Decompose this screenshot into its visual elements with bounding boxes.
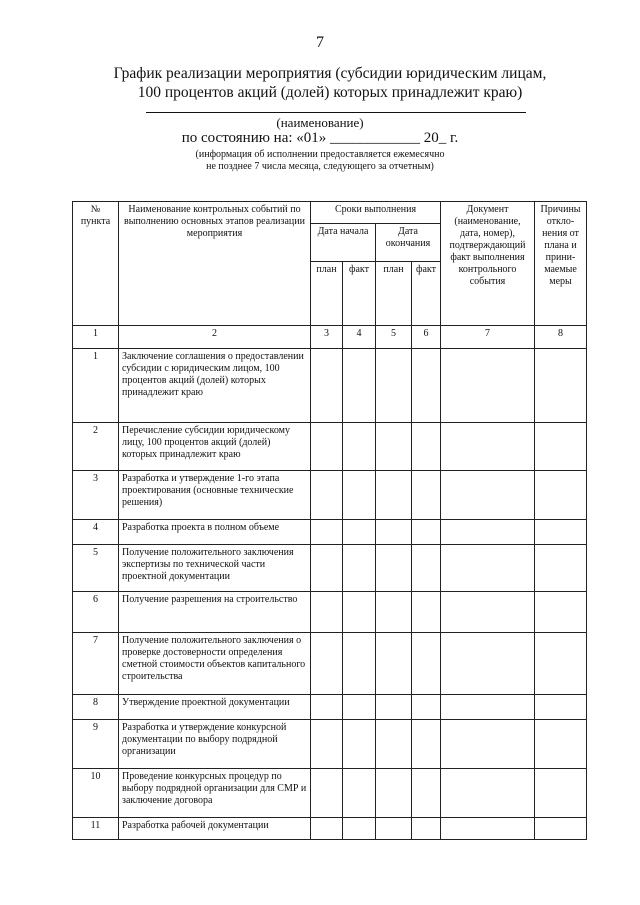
cell-start-plan[interactable]: [311, 349, 343, 423]
note-line-2: не позднее 7 числа месяца, следующего за отчетным): [206, 161, 434, 172]
row-number: 8: [73, 695, 119, 720]
column-number: 7: [441, 326, 535, 349]
row-event: Получение положительного заключения о проверке достоверности определения сметной стоимости объектов капитального строительства: [119, 633, 311, 695]
header-end-date: Дата окончания: [376, 224, 441, 262]
column-number: 3: [311, 326, 343, 349]
cell-document[interactable]: [441, 633, 535, 695]
table-row: [73, 769, 587, 818]
cell-start-fact[interactable]: [343, 592, 376, 633]
table-row: [73, 592, 587, 633]
cell-document[interactable]: [441, 471, 535, 520]
header-document: Документ (наименование, дата, номер), подтверждающий факт выполнения контрольного события: [441, 202, 535, 326]
cell-reasons[interactable]: [535, 471, 587, 520]
row-number: 4: [73, 520, 119, 545]
row-event: Получение разрешения на строительство: [119, 592, 311, 633]
header-start-date: Дата начала: [311, 224, 376, 262]
cell-start-fact[interactable]: [343, 423, 376, 471]
header-start-fact: факт: [343, 262, 376, 326]
cell-reasons[interactable]: [535, 520, 587, 545]
row-number: 10: [73, 769, 119, 818]
cell-end-plan[interactable]: [376, 633, 412, 695]
cell-start-plan[interactable]: [311, 520, 343, 545]
cell-document[interactable]: [441, 769, 535, 818]
cell-end-fact[interactable]: [412, 818, 441, 840]
cell-reasons[interactable]: [535, 349, 587, 423]
cell-end-plan[interactable]: [376, 349, 412, 423]
header-start-plan: план: [311, 262, 343, 326]
name-caption: (наименование): [276, 115, 364, 130]
table-row: [73, 520, 587, 545]
cell-end-plan[interactable]: [376, 592, 412, 633]
cell-start-plan[interactable]: [311, 695, 343, 720]
cell-reasons[interactable]: [535, 545, 587, 592]
note-line-1: (информация об исполнении предоставляется ежемесячно: [195, 149, 445, 160]
cell-start-fact[interactable]: [343, 818, 376, 840]
cell-start-plan[interactable]: [311, 471, 343, 520]
table-row: [73, 720, 587, 769]
row-number: 9: [73, 720, 119, 769]
table-row: [73, 471, 587, 520]
cell-reasons[interactable]: [535, 592, 587, 633]
row-number: 1: [73, 349, 119, 423]
header-deadlines: Сроки выполнения: [311, 202, 441, 224]
row-number: 5: [73, 545, 119, 592]
cell-reasons[interactable]: [535, 769, 587, 818]
row-number: 2: [73, 423, 119, 471]
row-event: Проведение конкурсных процедур по выбору подрядной организации для СМР и заключение договора: [119, 769, 311, 818]
table-row: [73, 423, 587, 471]
cell-document[interactable]: [441, 423, 535, 471]
cell-end-fact[interactable]: [412, 720, 441, 769]
cell-document[interactable]: [441, 545, 535, 592]
row-event: Разработка проекта в полном объеме: [119, 520, 311, 545]
cell-start-fact[interactable]: [343, 720, 376, 769]
cell-end-fact[interactable]: [412, 545, 441, 592]
cell-reasons[interactable]: [535, 633, 587, 695]
document-title: [60, 64, 600, 102]
cell-start-plan[interactable]: [311, 720, 343, 769]
cell-end-fact[interactable]: [412, 633, 441, 695]
column-number: 5: [376, 326, 412, 349]
cell-end-plan[interactable]: [376, 545, 412, 592]
table-row: [73, 349, 587, 423]
cell-reasons[interactable]: [535, 695, 587, 720]
cell-end-plan[interactable]: [376, 695, 412, 720]
cell-end-fact[interactable]: [412, 471, 441, 520]
cell-start-plan[interactable]: [311, 769, 343, 818]
row-event: Перечисление субсидии юридическому лицу, 100 процентов акций (долей) которых принадлежит краю: [119, 423, 311, 471]
cell-end-plan[interactable]: [376, 520, 412, 545]
table-row: [73, 633, 587, 695]
table-row: [73, 545, 587, 592]
cell-end-fact[interactable]: [412, 520, 441, 545]
cell-reasons[interactable]: [535, 818, 587, 840]
schedule-table: [72, 201, 587, 840]
row-event: Разработка и утверждение 1-го этапа проектирования (основные технические решения): [119, 471, 311, 520]
cell-end-plan[interactable]: [376, 769, 412, 818]
title-line-2: 100 процентов акций (долей) которых принадлежит краю): [137, 84, 523, 101]
header-reasons: Причины откло-нения от плана и прини-маемые меры: [535, 202, 587, 326]
cell-start-fact[interactable]: [343, 769, 376, 818]
title-line-1: График реализации мероприятия (субсидии юридическим лицам,: [113, 65, 547, 82]
cell-end-fact[interactable]: [412, 349, 441, 423]
cell-start-fact[interactable]: [343, 471, 376, 520]
page-number: 7: [316, 34, 324, 51]
cell-end-plan[interactable]: [376, 423, 412, 471]
row-event: Получение положительного заключения экспертизы по технической части проектной документации: [119, 545, 311, 592]
cell-end-plan[interactable]: [376, 720, 412, 769]
cell-start-plan[interactable]: [311, 545, 343, 592]
cell-document[interactable]: [441, 520, 535, 545]
cell-start-plan[interactable]: [311, 592, 343, 633]
row-number: 11: [73, 818, 119, 840]
column-number: 6: [412, 326, 441, 349]
table-row: [73, 695, 587, 720]
header-events: Наименование контрольных событий по выполнению основных этапов реализации мероприятия: [119, 202, 311, 326]
row-number: 6: [73, 592, 119, 633]
cell-end-fact[interactable]: [412, 592, 441, 633]
cell-document[interactable]: [441, 818, 535, 840]
column-number: 4: [343, 326, 376, 349]
table-row: [73, 818, 587, 840]
row-number: 7: [73, 633, 119, 695]
header-end-fact: факт: [412, 262, 441, 326]
row-number: 3: [73, 471, 119, 520]
cell-start-plan[interactable]: [311, 633, 343, 695]
cell-document[interactable]: [441, 720, 535, 769]
cell-reasons[interactable]: [535, 720, 587, 769]
cell-document[interactable]: [441, 349, 535, 423]
cell-document[interactable]: [441, 695, 535, 720]
cell-end-fact[interactable]: [412, 695, 441, 720]
row-event: Разработка рабочей документации: [119, 818, 311, 840]
cell-reasons[interactable]: [535, 423, 587, 471]
cell-start-plan[interactable]: [311, 818, 343, 840]
row-event: Утверждение проектной документации: [119, 695, 311, 720]
cell-end-fact[interactable]: [412, 769, 441, 818]
header-end-plan: план: [376, 262, 412, 326]
reporting-note: [0, 149, 640, 173]
cell-end-plan[interactable]: [376, 818, 412, 840]
row-event: Разработка и утверждение конкурсной документации по выбору подрядной организации: [119, 720, 311, 769]
cell-end-plan[interactable]: [376, 471, 412, 520]
cell-document[interactable]: [441, 592, 535, 633]
as-of-date-line: по состоянию на: «01» ____________ 20_ г.: [181, 130, 459, 146]
column-number: 8: [535, 326, 587, 349]
name-underline: [146, 112, 526, 113]
cell-start-fact[interactable]: [343, 545, 376, 592]
cell-start-fact[interactable]: [343, 695, 376, 720]
column-number: 1: [73, 326, 119, 349]
cell-start-plan[interactable]: [311, 423, 343, 471]
cell-start-fact[interactable]: [343, 520, 376, 545]
cell-start-fact[interactable]: [343, 633, 376, 695]
header-number: № пункта: [73, 202, 119, 326]
row-event: Заключение соглашения о предоставлении субсидии с юридическим лицом, 100 процентов акций (долей) которых принадлежит краю: [119, 349, 311, 423]
column-number: 2: [119, 326, 311, 349]
cell-start-fact[interactable]: [343, 349, 376, 423]
cell-end-fact[interactable]: [412, 423, 441, 471]
